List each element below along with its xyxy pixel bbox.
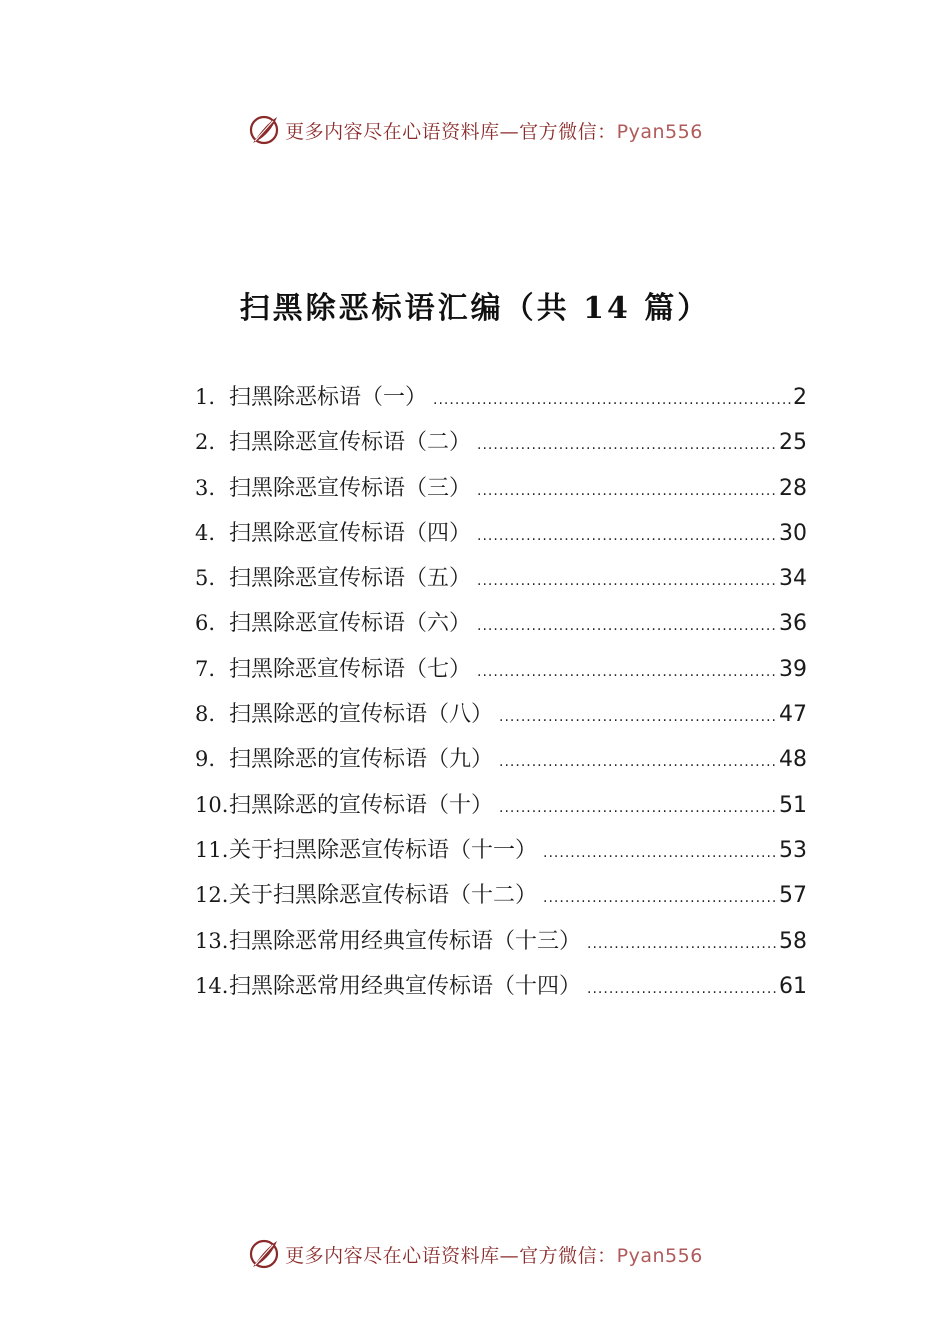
toc-entry[interactable] — [195, 969, 807, 1014]
toc-leader-dots — [543, 845, 777, 861]
toc-label: 关于扫黑除恶宣传标语（十二） — [229, 883, 538, 909]
toc-entry[interactable] — [195, 697, 807, 742]
toc-leader-dots — [477, 573, 777, 589]
toc-leader-dots — [477, 483, 777, 499]
toc-number: 7. — [195, 656, 216, 681]
toc-entry[interactable] — [195, 606, 807, 651]
toc-label: 扫黑除恶宣传标语（六） — [229, 611, 472, 637]
toc-entry[interactable] — [195, 425, 807, 470]
toc-label: 扫黑除恶宣传标语（七） — [229, 656, 472, 682]
toc-label: 扫黑除恶宣传标语（三） — [229, 475, 472, 501]
toc-entry[interactable] — [195, 471, 807, 516]
toc-label: 扫黑除恶的宣传标语（十） — [229, 792, 494, 818]
toc-leader-dots — [587, 936, 777, 952]
toc-number: 14. — [195, 973, 229, 998]
toc-label: 扫黑除恶宣传标语（五） — [229, 566, 472, 592]
toc-leader-dots — [477, 528, 777, 544]
toc-entry[interactable] — [195, 924, 807, 969]
header-watermark-banner — [0, 110, 950, 150]
toc-page-number: 34 — [779, 566, 807, 592]
toc-entry[interactable] — [195, 516, 807, 561]
wechat-id: Pyan556 — [616, 1244, 703, 1267]
quill-feather-logo-icon — [247, 1237, 281, 1271]
document-title: 扫黑除恶标语汇编（共 14 篇） — [239, 291, 711, 326]
toc-entry[interactable] — [195, 652, 807, 697]
toc-label: 扫黑除恶的宣传标语（八） — [229, 702, 494, 728]
toc-page-number: 30 — [779, 520, 807, 546]
toc-leader-dots — [499, 754, 777, 770]
toc-number: 4. — [195, 520, 216, 545]
toc-number: 10. — [195, 792, 229, 817]
toc-leader-dots — [477, 437, 777, 453]
toc-number: 13. — [195, 928, 229, 953]
toc-leader-dots — [499, 800, 777, 816]
watermark-text: 更多内容尽在心语资料库—官方微信：Pyan556 — [285, 1244, 703, 1267]
watermark-text: 更多内容尽在心语资料库—官方微信：Pyan556 — [285, 120, 703, 143]
toc-label: 扫黑除恶宣传标语（四） — [229, 520, 472, 546]
toc-entry[interactable] — [195, 878, 807, 923]
toc-leader-dots — [433, 392, 791, 408]
quill-feather-logo-icon — [247, 113, 281, 147]
toc-page-number: 48 — [779, 747, 807, 773]
toc-leader-dots — [499, 709, 777, 725]
toc-page-number: 2 — [793, 385, 807, 410]
toc-page-number: 47 — [779, 702, 807, 728]
toc-leader-dots — [587, 981, 777, 997]
toc-label: 扫黑除恶常用经典宣传标语（十四） — [229, 973, 582, 999]
toc-number: 3. — [195, 475, 216, 500]
toc-number: 6. — [195, 611, 216, 636]
toc-page-number: 36 — [779, 611, 807, 637]
toc-label: 扫黑除恶的宣传标语（九） — [229, 747, 494, 773]
wechat-id: Pyan556 — [616, 120, 703, 143]
toc-number: 11. — [195, 837, 229, 862]
toc-page-number: 58 — [779, 928, 807, 954]
toc-leader-dots — [477, 618, 777, 634]
toc-page-number: 28 — [779, 475, 807, 501]
toc-number: 1. — [195, 385, 216, 409]
toc-entry[interactable] — [195, 380, 807, 425]
toc-number: 5. — [195, 566, 216, 591]
toc-label: 关于扫黑除恶宣传标语（十一） — [229, 837, 538, 863]
toc-label: 扫黑除恶标语（一） — [229, 385, 428, 410]
toc-page-number: 61 — [779, 973, 807, 999]
toc-label: 扫黑除恶常用经典宣传标语（十三） — [229, 928, 582, 954]
toc-page-number: 53 — [779, 837, 807, 863]
toc-page-number: 25 — [779, 430, 807, 456]
toc-leader-dots — [477, 664, 777, 680]
toc-number: 12. — [195, 883, 229, 908]
toc-entry[interactable] — [195, 561, 807, 606]
toc-page-number: 39 — [779, 656, 807, 682]
toc-entry[interactable] — [195, 833, 807, 878]
footer-watermark-banner — [0, 1234, 950, 1274]
table-of-contents — [195, 380, 807, 1014]
toc-number: 8. — [195, 702, 216, 727]
toc-page-number: 51 — [779, 792, 807, 818]
toc-label: 扫黑除恶宣传标语（二） — [229, 430, 472, 456]
toc-leader-dots — [543, 890, 777, 906]
toc-number: 9. — [195, 747, 216, 772]
toc-page-number: 57 — [779, 883, 807, 909]
toc-number: 2. — [195, 430, 216, 455]
toc-entry[interactable] — [195, 742, 807, 787]
toc-entry[interactable] — [195, 788, 807, 833]
